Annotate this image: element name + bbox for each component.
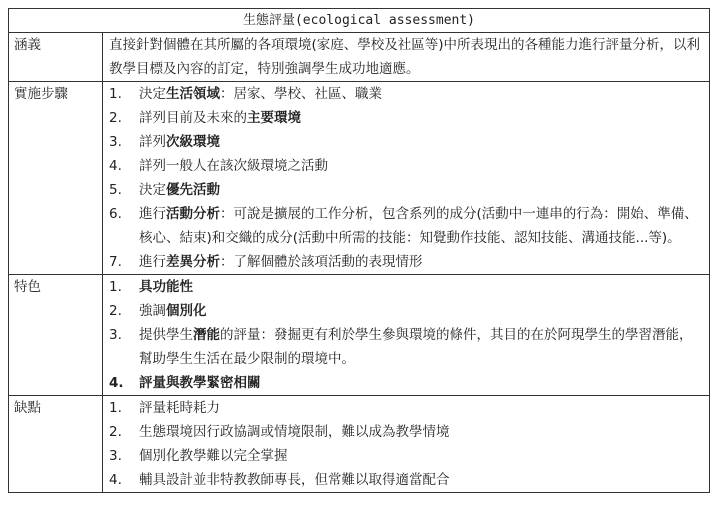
item-number: 4. xyxy=(109,375,124,391)
item-number: 1. xyxy=(109,86,122,102)
item-text-part: 個別化教學難以完全掌握 xyxy=(139,448,288,464)
item-text-part: 提供學生 xyxy=(139,327,193,343)
list-item xyxy=(109,420,703,444)
definition-text: 直接針對個體在其所屬的各項環境(家庭、學校及社區等)中所表現出的各種能力進行評量分析，以利教學目標及內容的訂定，特別強調學生成功地適應。 xyxy=(103,33,710,82)
row-label: 涵義 xyxy=(9,33,103,82)
item-text xyxy=(139,202,703,250)
item-number: 4. xyxy=(109,158,122,174)
item-text-part: 決定 xyxy=(139,182,166,198)
item-text-part: ：可說是擴展的工作分析，包含系列的成分(活動中一連串的行為：開始、準備、核心、結束)和交織的成分(活動中所需的技能：知覺動作技能、認知技能、溝通技能...等)。 xyxy=(139,206,698,246)
item-text xyxy=(139,371,261,395)
item-text xyxy=(139,420,450,444)
item-text xyxy=(139,106,301,130)
item-text-part: 生態環境因行政協調或情境限制，難以成為教學情境 xyxy=(139,424,450,440)
item-number: 1. xyxy=(109,279,122,295)
item-text xyxy=(139,468,450,492)
list-item xyxy=(109,444,703,468)
item-text-part: ：居家、學校、社區、職業 xyxy=(220,86,382,102)
list-item xyxy=(109,106,703,130)
list-item xyxy=(109,275,703,299)
list-item xyxy=(109,202,703,250)
item-text-part: 進行 xyxy=(139,206,166,222)
features-list xyxy=(103,275,710,396)
table-title: 生態評量(ecological assessment) xyxy=(9,9,710,33)
item-keyword: 活動分析 xyxy=(166,206,220,222)
item-number: 5. xyxy=(109,182,122,198)
list-item xyxy=(109,299,703,323)
list-item xyxy=(109,396,703,420)
item-number: 2. xyxy=(109,424,122,440)
item-text xyxy=(139,154,328,178)
item-text-part: 詳列一般人在該次級環境之活動 xyxy=(139,158,328,174)
row-definition xyxy=(9,33,710,82)
item-text xyxy=(139,299,207,323)
item-text-part: 輔具設計並非特教教師專長，但常難以取得適當配合 xyxy=(139,472,450,488)
row-steps xyxy=(9,82,710,275)
item-text-part: 強調 xyxy=(139,303,166,319)
item-number: 6. xyxy=(109,206,122,222)
item-number: 1. xyxy=(109,400,122,416)
ecological-assessment-table xyxy=(8,8,710,493)
item-number: 3. xyxy=(109,327,122,343)
item-keyword: 次級環境 xyxy=(166,134,220,150)
item-keyword: 差異分析 xyxy=(166,254,220,270)
list-item xyxy=(109,468,703,492)
item-keyword: 生活領域 xyxy=(166,86,220,102)
row-label: 實施步驟 xyxy=(9,82,103,275)
item-text-part: ：了解個體於該項活動的表現情形 xyxy=(220,254,423,270)
item-keyword: 潛能 xyxy=(193,327,220,343)
drawbacks-list xyxy=(103,396,710,493)
steps-list xyxy=(103,82,710,275)
item-text-part: 決定 xyxy=(139,86,166,102)
item-text xyxy=(139,444,288,468)
list-item xyxy=(109,250,703,274)
item-number: 2. xyxy=(109,303,122,319)
item-number: 3. xyxy=(109,448,122,464)
list-item xyxy=(109,130,703,154)
item-text xyxy=(139,323,703,371)
list-item xyxy=(109,371,703,395)
item-number: 7. xyxy=(109,254,122,270)
item-keyword: 具功能性 xyxy=(139,279,193,295)
item-text-part: 的評量：發掘更有利於學生參與環境的條件，其目的在於阿現學生的學習潛能，幫助學生生活在最少限制的環境中。 xyxy=(139,327,693,367)
item-text xyxy=(139,250,423,274)
item-text xyxy=(139,275,193,299)
item-keyword: 個別化 xyxy=(166,303,207,319)
item-keyword: 主要環境 xyxy=(247,110,301,126)
item-keyword: 評量與教學緊密相關 xyxy=(139,375,261,391)
list-item xyxy=(109,178,703,202)
row-label: 缺點 xyxy=(9,396,103,493)
item-text-part: 評量耗時耗力 xyxy=(139,400,220,416)
item-text-part: 進行 xyxy=(139,254,166,270)
item-text xyxy=(139,130,220,154)
item-number: 2. xyxy=(109,110,122,126)
item-number: 4. xyxy=(109,472,122,488)
item-text xyxy=(139,396,220,420)
item-text-part: 詳列 xyxy=(139,134,166,150)
list-item xyxy=(109,323,703,371)
row-drawbacks xyxy=(9,396,710,493)
item-keyword: 優先活動 xyxy=(166,182,220,198)
row-label: 特色 xyxy=(9,275,103,396)
item-text-part: 詳列目前及未來的 xyxy=(139,110,247,126)
list-item xyxy=(109,154,703,178)
item-text xyxy=(139,82,382,106)
row-features xyxy=(9,275,710,396)
list-item xyxy=(109,82,703,106)
item-text xyxy=(139,178,220,202)
item-number: 3. xyxy=(109,134,122,150)
